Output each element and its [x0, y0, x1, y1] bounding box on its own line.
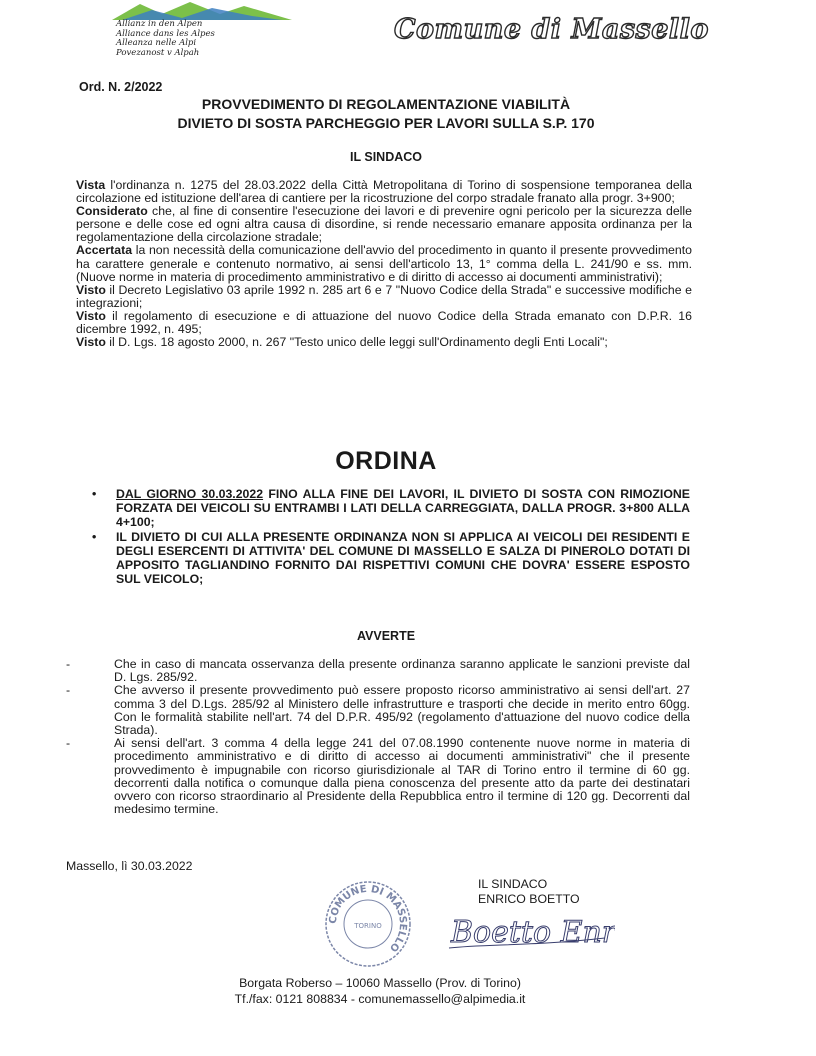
motto-line: Povezanost v Alpah [116, 47, 200, 58]
issuer-heading: IL SINDACO [350, 150, 422, 164]
signatory-title: IL SINDACO [478, 877, 548, 891]
list-item: • DAL GIORNO 30.03.2022 FINO ALLA FINE DEI LAVORI, IL DIVIETO DI SOSTA CON RIMOZIONE FORZATA DEI VEICOLI SU ENTRAMBI I LATI DELLA CARREGGIATA, DALLA PROGR. 3+800 ALLA 4+100; [92, 487, 690, 530]
preamble-paragraph: Visto il D. Lgs. 18 agosto 2000, n. 267 "Testo unico delle leggi sull'Ordinamento degli Enti Locali"; [76, 335, 608, 350]
signature-icon [445, 908, 615, 958]
signatory-block [478, 877, 580, 906]
motto-line: Alleanza nelle Alpi [116, 38, 197, 48]
footer [160, 975, 600, 1007]
preamble-paragraph: Vista l'ordinanza n. 1275 del 28.03.2022 della Città Metropolitana di Torino di sospensione temporanea della circolazione ed istituzione dell'area di cantiere per la ricostruzione del corpo stradale franato alla progr. 3+900; [76, 178, 692, 206]
svg-text:TORINO: TORINO [354, 922, 382, 930]
official-stamp [322, 878, 414, 975]
list-item: - Che in caso di mancata osservanza della presente ordinanza saranno applicate le sanzioni previste dal D. Lgs. 285/92. [66, 657, 690, 685]
preamble-paragraph: Accertata la non necessità della comunicazione dell'avvio del procedimento in quanto il presente provvedimento ha carattere generale e contenuto normativo, ai sensi dell'articolo 13, 1° comma della L. 241/90 e ss. mm. (Nuove norme in materia di procedimento amministrativo e di diritto di accesso ai documenti amministrativi); [76, 243, 692, 284]
place-date: Massello, lì 30.03.2022 [66, 859, 193, 873]
handwritten-signature [445, 908, 615, 963]
signatory-name: ENRICO BOETTO [478, 891, 580, 906]
footer-address: Borgata Roberso – 10060 Massello (Prov. di Torino) [239, 976, 521, 990]
stamp-icon [322, 878, 414, 970]
ordina-heading: ORDINA [335, 447, 437, 475]
preamble-paragraph: Considerato che, al fine di consentire l'esecuzione dei lavori e di prevenire ogni pericolo per la sicurezza delle persone e delle cose ed ogni altra causa di disordine, si rende necessario emanare apposita ordinanza per la regolamentazione della circolazione stradale; [76, 204, 692, 245]
mountains-icon [112, 0, 292, 20]
list-item: • IL DIVIETO DI CUI ALLA PRESENTE ORDINANZA NON SI APPLICA AI VEICOLI DEI RESIDENTI E DEGLI ESERCENTI DI ATTIVITA' DEL COMUNE DI MASSELLO E SALZA DI PINEROLO DOTATI DI APPOSITO TAGLIANDINO FORNITO DAI RISPETTIVI COMUNI CHE DOVRA' ESSERE ESPOSTO SUL VEICOLO; [92, 529, 690, 587]
svg-text:Boetto Enr: Boetto Enr [451, 915, 615, 950]
order-list [92, 487, 690, 586]
motto-line: Allianz in den Alpen [116, 19, 203, 29]
document-title: PROVVEDIMENTO DI REGOLAMENTAZIONE VIABILITÀ [201, 96, 571, 112]
alliance-logo [108, 0, 298, 60]
preamble-paragraph: Visto il regolamento di esecuzione e di attuazione del nuovo Codice della Strada emanato con D.P.R. 16 dicembre 1992, n. 495; [76, 308, 692, 337]
preamble [76, 179, 692, 349]
svg-text:COMUNE DI MASSELLO: COMUNE DI MASSELLO [327, 883, 409, 954]
list-item: - Ai sensi dell'art. 3 comma 4 della legge 241 del 07.08.1990 contenente nuove norme in materia di procedimento amministrativo e di diritto di accesso ai documenti amministrativi" che il presente provvedimento è impugnabile con ricorso giurisdizionale al TAR di Torino entro il termine di 60 gg. decorrenti dalla notifica o comunque dalla piena conoscenza del presente atto da parte dei destinatari ovvero con ricorso straordinario al Presidente della Repubblica entro il termine di 120 gg. Decorrenti dal medesimo termine. [66, 736, 690, 817]
document-subtitle: DIVIETO DI SOSTA PARCHEGGIO PER LAVORI SULLA S.P. 170 [177, 115, 595, 131]
footer-contacts: Tf./fax: 0121 808834 - comunemassello@alpimedia.it [234, 992, 526, 1006]
order-number: Ord. N. 2/2022 [79, 80, 163, 94]
avverte-heading: AVVERTE [356, 629, 416, 643]
comune-title: Comune di Massello [394, 14, 709, 45]
list-item: - Che avverso il presente provvedimento può essere proposto ricorso amministrativo ai sensi dell'art. 27 comma 3 del D.Lgs. 285/92 al Ministero delle infrastrutture e trasporti che decide in merito entro 60gg. Con le formalità stabilite nell'art. 74 del D.P.R. 495/92 (regolamento d'attuazione del nuovo codice della Strada). [66, 683, 690, 738]
motto-line: Alliance dans les Alpes [116, 28, 215, 39]
warning-list [66, 658, 690, 816]
preamble-paragraph: Visto il Decreto Legislativo 03 aprile 1992 n. 285 art 6 e 7 "Nuovo Codice della Strada" e successive modifiche e integrazioni; [76, 282, 692, 310]
